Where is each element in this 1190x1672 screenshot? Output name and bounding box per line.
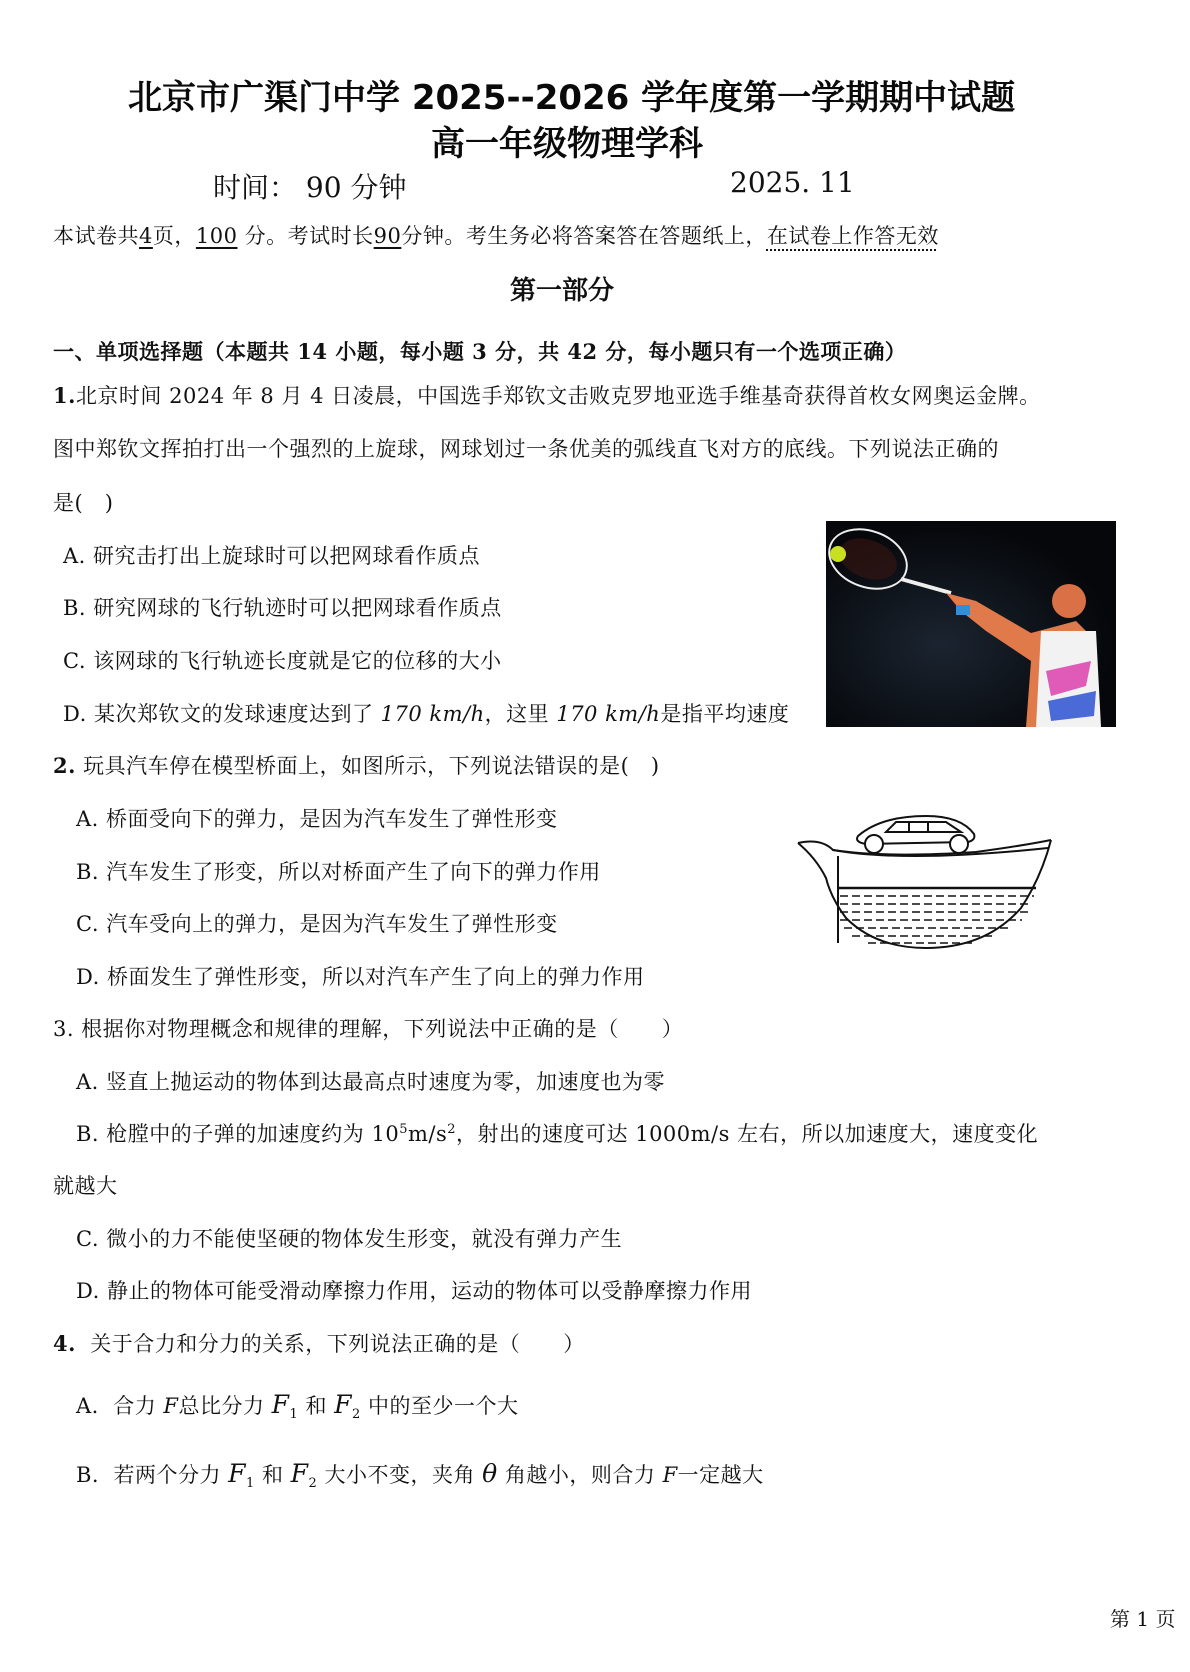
exam-instructions [53,220,939,250]
bridge-illustration [796,808,1056,958]
instr-text: 页， [152,224,196,248]
option-text: 和 [298,1394,335,1418]
question-number: 2. [53,753,76,778]
part-title: 第一部分 [510,276,615,306]
speed-value: 170 km/h [380,702,485,726]
angle-symbol: θ [482,1459,498,1488]
page-count: 4 [139,224,153,248]
subscript: 1 [246,1476,255,1492]
question-text: 北京时间 2024 年 8 月 4 日凌晨，中国选手郑钦文击败克罗地亚选手维基奇获得首枚女网奥运金牌。 [75,384,1041,408]
option-label: B. [76,1122,100,1146]
section-heading: 一、单项选择题（本题共 14 小题，每小题 3 分，共 42 分，每小题只有一个选项正确） [53,339,907,364]
q4-option-a [76,1390,518,1422]
question-4-stem [53,1328,585,1358]
option-text: 微小的力不能使坚硬的物体发生形变，就没有弹力产生 [106,1227,623,1251]
option-text: ，射出的速度可达 1000m/s 左右，所以加速度大，速度变化 [456,1122,1039,1146]
option-label: D. [63,702,87,726]
exponent: 5 [399,1122,408,1137]
subscript: 2 [352,1407,361,1423]
option-text: 汽车发生了形变，所以对桥面产生了向下的弹力作用 [106,860,601,884]
q3-option-d [76,1275,752,1305]
option-label: D. [76,1279,100,1303]
emphasis-note: 在试卷上作答无效 [766,224,939,248]
q1-option-c [63,645,502,675]
force-symbol: F [662,1463,678,1487]
option-text: 汽车受向上的弹力，是因为汽车发生了弹性形变 [106,912,558,936]
force-symbol: F [334,1390,353,1419]
option-text: 研究击打出上旋球时可以把网球看作质点 [93,544,481,568]
option-text: 角越小，则合力 [497,1463,663,1487]
duration-minutes: 90 [373,224,402,248]
option-label: B. [76,860,100,884]
option-label: A. [76,1394,99,1418]
option-text: 总比分力 [178,1394,272,1418]
q1-option-d [63,698,789,728]
q3-option-a [76,1066,665,1096]
q3-option-c [76,1223,622,1253]
option-label: B. [76,1463,100,1487]
option-text: 研究网球的飞行轨迹时可以把网球看作质点 [93,596,502,620]
tennis-player-photo [826,521,1116,727]
q2-option-b [76,856,601,886]
q3-option-b-continued: 就越大 [53,1174,118,1198]
option-label: D. [76,965,100,989]
option-label: C. [76,912,99,936]
option-label: B. [63,596,87,620]
option-label: C. [63,649,86,673]
time-value: 90 分钟 [305,171,407,204]
question-1-stem-line3: 是( ) [53,491,114,515]
option-text: 枪膛中的子弹的加速度约为 10 [106,1122,400,1146]
option-text: 中的至少一个大 [360,1394,519,1418]
question-number: 3. [53,1017,75,1041]
question-1-stem-line1 [53,380,1041,410]
question-1-stem-line2: 图中郑钦文挥拍打出一个强烈的上旋球，网球划过一条优美的弧线直飞对方的底线。下列说法正确的 [53,437,999,461]
unit: m/s [407,1122,448,1146]
force-symbol: F [271,1390,290,1419]
exam-subtitle: 高一年级物理学科 [431,124,703,164]
instr-text: 分。考试时长 [244,224,374,248]
instr-text: 分钟。考生务必将答案答在答题纸上， [401,224,767,248]
option-text: ，这里 [484,702,557,726]
question-text: 根据你对物理概念和规律的理解，下列说法中正确的是（ ） [81,1017,684,1041]
exam-duration [213,166,406,206]
option-text: 和 [254,1463,291,1487]
page-number: 第 1 页 [1110,1607,1176,1631]
speed-value: 170 km/h [556,702,661,726]
exponent: 2 [447,1122,457,1137]
option-text: 是指平均速度 [660,702,790,726]
question-text: 玩具汽车停在模型桥面上，如图所示，下列说法错误的是( ) [83,754,660,778]
option-text: 大小不变，夹角 [317,1463,483,1487]
total-score: 100 [195,224,238,248]
question-3-stem [53,1013,683,1043]
question-number: 1. [53,383,76,408]
q4-option-b [76,1459,764,1491]
q2-option-d [76,961,644,991]
car-on-bridge-diagram [796,808,1076,968]
option-text: 桥面发生了弹性形变，所以对汽车产生了向上的弹力作用 [106,965,645,989]
instr-text: 本试卷共 [53,224,139,248]
subscript: 2 [308,1476,318,1492]
q2-option-a [76,803,558,833]
option-text: 桥面受向下的弹力，是因为汽车发生了弹性形变 [106,807,558,831]
q1-option-b [63,592,502,622]
option-text: 合力 [113,1394,164,1418]
q1-option-a [63,540,480,570]
force-symbol: F [228,1459,247,1488]
tennis-illustration [826,521,1116,727]
option-text: 静止的物体可能受滑动摩擦力作用，运动的物体可以受静摩擦力作用 [106,1279,752,1303]
q3-option-b [76,1118,1038,1148]
option-label: A. [63,544,86,568]
option-label: A. [76,1070,99,1094]
option-text: 竖直上抛运动的物体到达最高点时速度为零，加速度也为零 [106,1070,666,1094]
exam-title: 北京市广渠门中学 2025--2026 学年度第一学期期中试题 [128,78,1016,118]
exam-date: 2025. 11 [730,166,855,199]
question-text: 关于合力和分力的关系，下列说法正确的是（ ） [90,1332,585,1356]
force-symbol: F [163,1394,179,1418]
option-label: C. [76,1227,99,1251]
option-text: 某次郑钦文的发球速度达到了 [93,702,381,726]
option-text: 该网球的飞行轨迹长度就是它的位移的大小 [93,649,502,673]
subscript: 1 [289,1407,299,1423]
q2-option-c [76,908,558,938]
force-symbol: F [290,1459,309,1488]
option-text: 若两个分力 [113,1463,229,1487]
question-2-stem [53,750,660,780]
option-text: 一定越大 [677,1463,764,1487]
time-label: 时间： [213,171,298,204]
option-label: A. [76,807,99,831]
question-number: 4. [53,1331,76,1356]
